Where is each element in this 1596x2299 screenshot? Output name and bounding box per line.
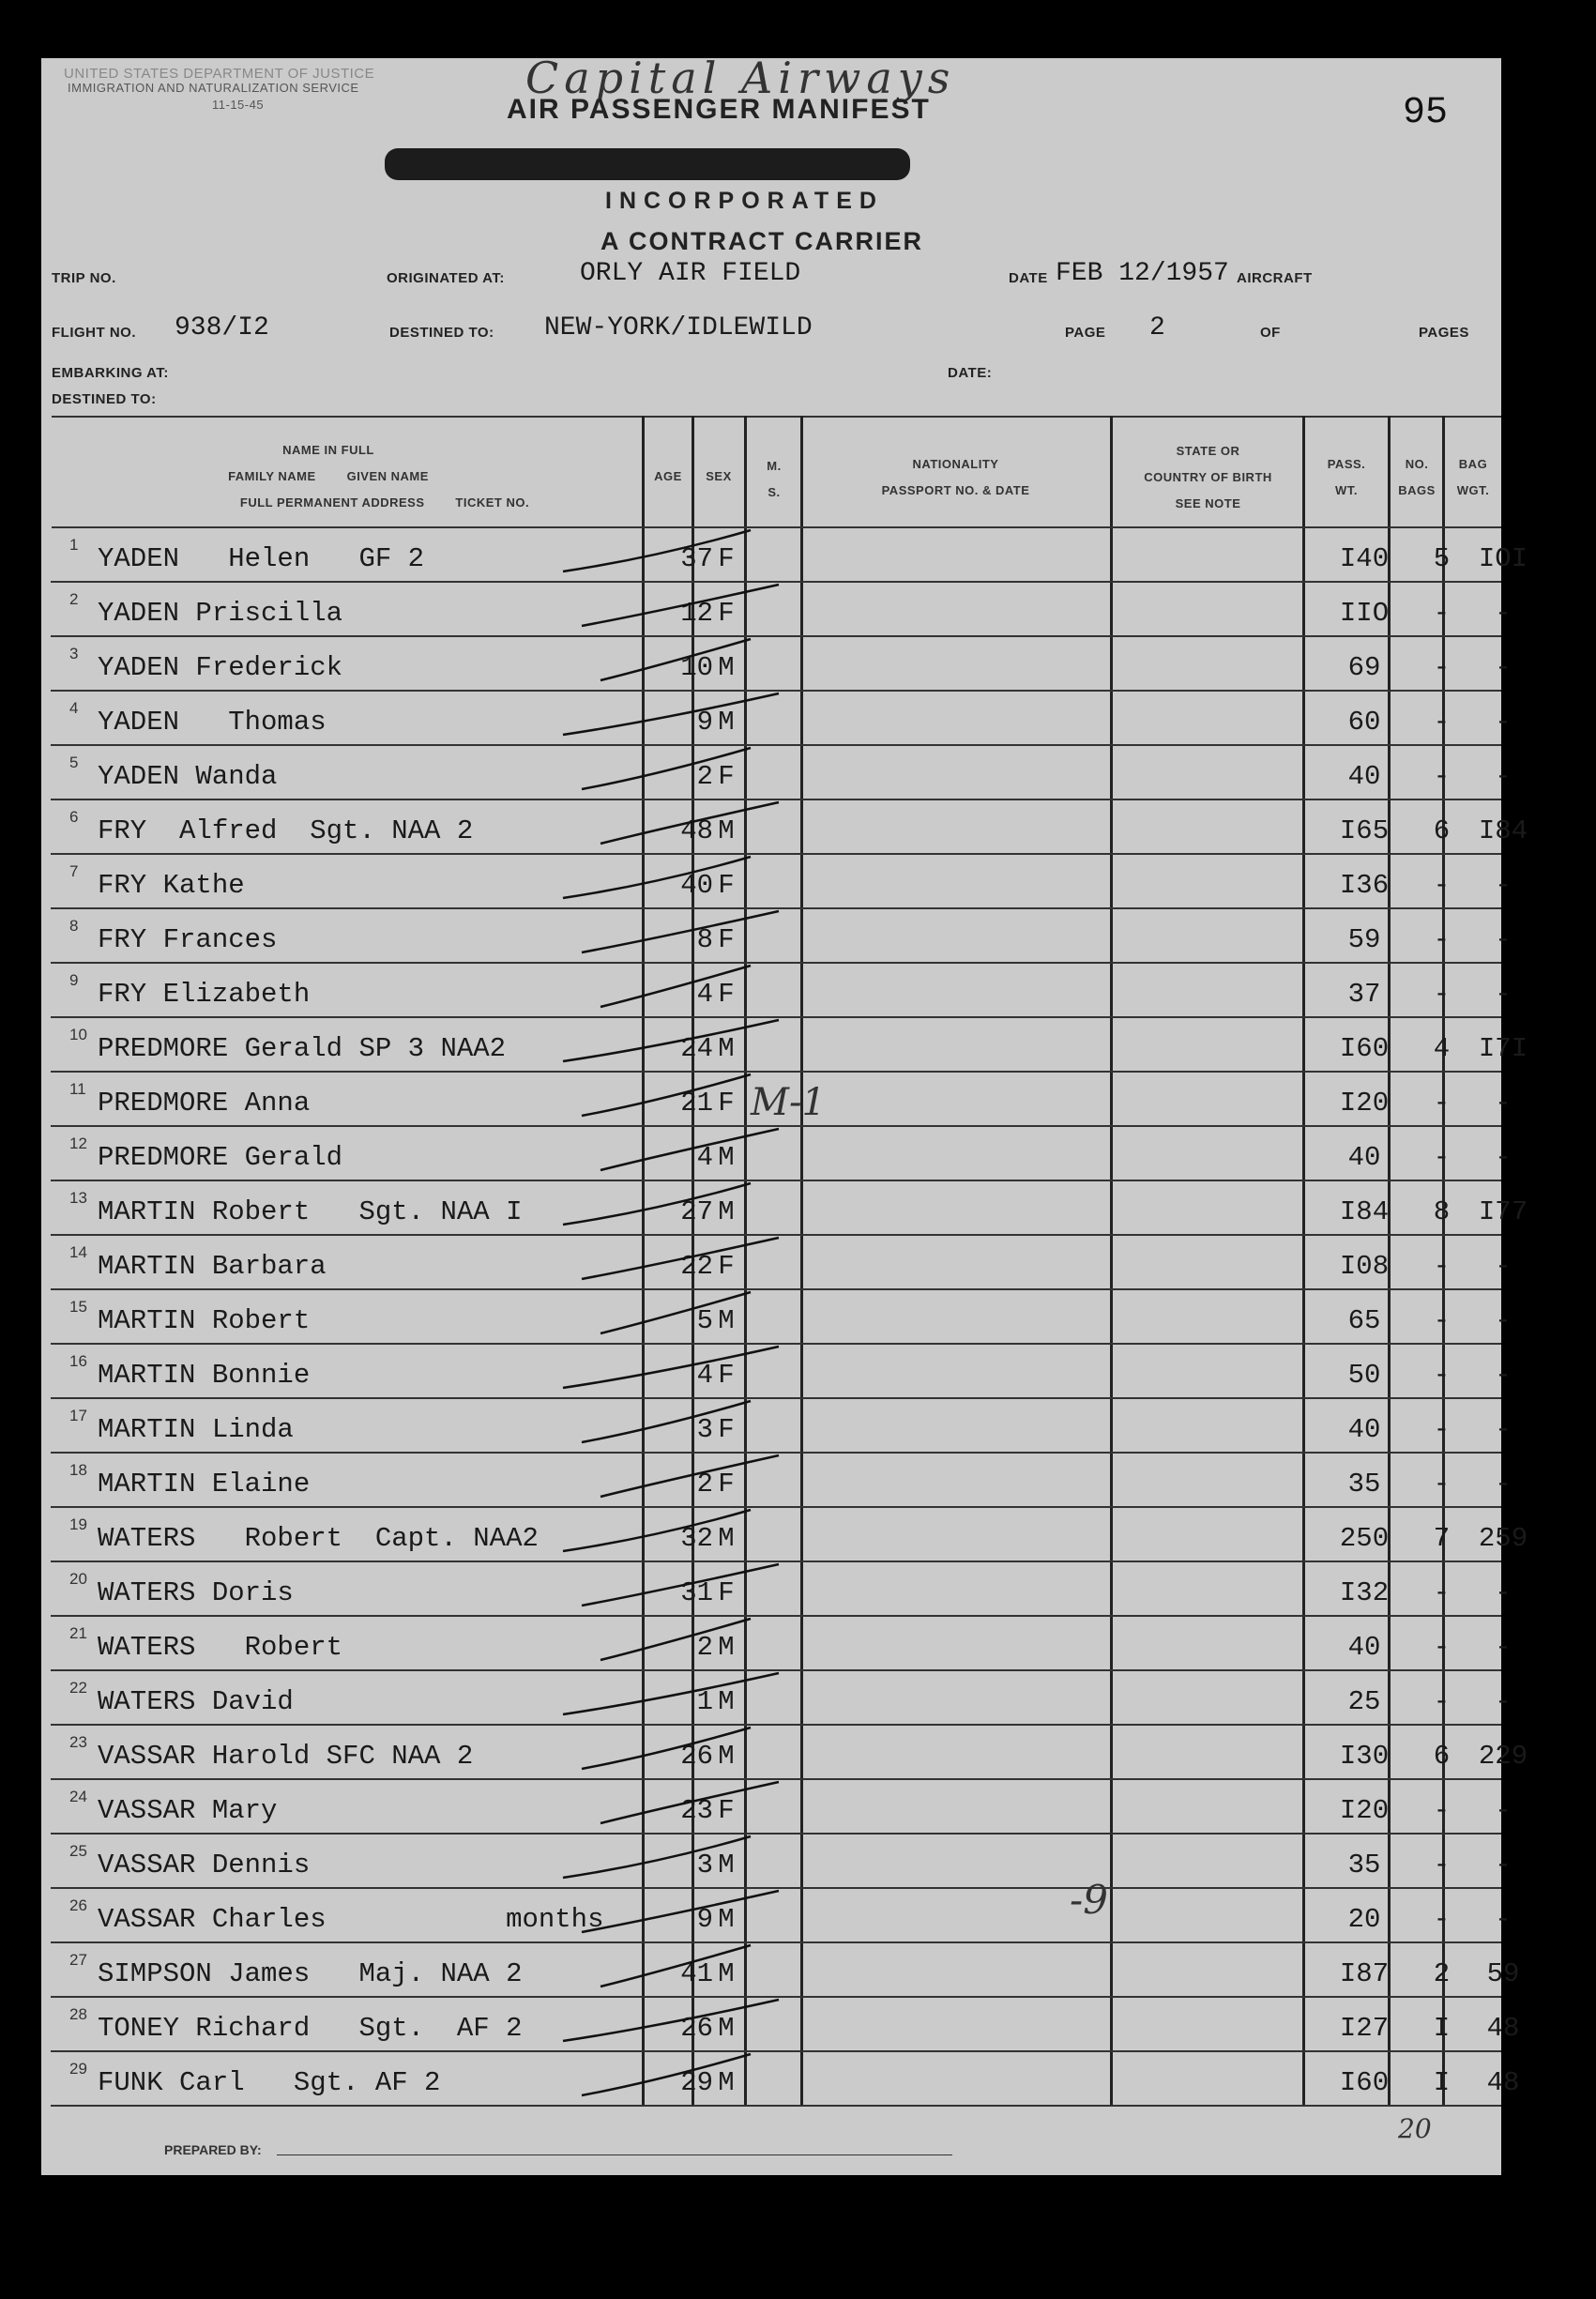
passenger-age: 4 xyxy=(696,1360,713,1391)
bag-weight: - xyxy=(1495,979,1512,1010)
passenger-weight: 59 xyxy=(1347,924,1381,955)
row-number: 16 xyxy=(69,1352,87,1370)
originated-value: ORLY AIR FIELD xyxy=(580,259,801,288)
passenger-sex: M xyxy=(718,1523,735,1554)
passenger-weight: 65 xyxy=(1347,1305,1381,1336)
passenger-weight: 35 xyxy=(1347,1850,1381,1880)
bag-count: 8 xyxy=(1433,1196,1451,1227)
passenger-sex: M xyxy=(718,1904,735,1935)
bag-weight: 48 xyxy=(1486,2067,1520,2098)
bag-count: - xyxy=(1433,1142,1451,1173)
passenger-age: 31 xyxy=(680,1577,713,1608)
col-name-line2: FAMILY NAME GIVEN NAME xyxy=(228,469,429,483)
bag-weight: 229 xyxy=(1478,1741,1528,1772)
passenger-age: 26 xyxy=(680,1741,713,1772)
bag-weight: - xyxy=(1495,598,1512,629)
passenger-name: PREDMORE Anna xyxy=(98,1088,311,1119)
bag-count: - xyxy=(1433,1850,1451,1880)
passenger-name: YADEN Wanda xyxy=(98,761,278,792)
col-name-line1: NAME IN FULL xyxy=(282,443,374,457)
check-mark xyxy=(563,1183,751,1225)
col-bags-1: NO. xyxy=(1405,457,1429,471)
passenger-name: VASSAR Harold SFC NAA 2 xyxy=(98,1741,474,1772)
col-bagwt-1: BAG xyxy=(1458,457,1488,471)
trip-no-label: TRIP NO. xyxy=(52,270,116,286)
col-sex: SEX xyxy=(706,469,732,483)
col-birth-1: STATE OR xyxy=(1176,444,1240,458)
bag-count: 6 xyxy=(1433,815,1451,846)
agency-line-1: UNITED STATES DEPARTMENT OF JUSTICE xyxy=(64,66,375,82)
bag-count: - xyxy=(1433,979,1451,1010)
passenger-weight: 25 xyxy=(1347,1686,1381,1717)
pages-label: PAGES xyxy=(1419,325,1469,341)
col-age: AGE xyxy=(654,469,682,483)
passenger-weight: I65 xyxy=(1339,815,1390,846)
aircraft-label: AIRCRAFT xyxy=(1237,270,1313,286)
handwritten-carrier: Capital Airways xyxy=(525,53,956,103)
contract-carrier-label: A CONTRACT CARRIER xyxy=(600,227,923,255)
check-mark xyxy=(563,1673,779,1714)
bag-weight: I77 xyxy=(1478,1196,1528,1227)
passenger-sex: M xyxy=(718,815,735,846)
row-number: 15 xyxy=(69,1298,87,1316)
row-number: 26 xyxy=(69,1896,87,1914)
passenger-age: 3 xyxy=(696,1850,713,1880)
passenger-name: MARTIN Robert xyxy=(98,1305,311,1336)
col-birth-2: COUNTRY OF BIRTH xyxy=(1144,470,1272,484)
passenger-name: MARTIN Robert Sgt. NAA I xyxy=(98,1196,523,1227)
bag-weight: 59 xyxy=(1486,1958,1520,1989)
passenger-weight: 40 xyxy=(1347,1142,1381,1173)
check-mark xyxy=(563,857,751,898)
passenger-weight: 250 xyxy=(1339,1523,1390,1554)
bag-count: - xyxy=(1433,652,1451,683)
row-number: 23 xyxy=(69,1733,87,1751)
col-wt-2: WT. xyxy=(1335,483,1358,497)
passenger-age: 23 xyxy=(680,1795,713,1826)
check-mark xyxy=(600,1782,779,1823)
passenger-age: 32 xyxy=(680,1523,713,1554)
of-label: OF xyxy=(1260,325,1281,341)
row-number: 12 xyxy=(69,1134,87,1152)
bag-weight: - xyxy=(1495,1251,1512,1282)
bag-weight: - xyxy=(1495,1686,1512,1717)
bag-weight: - xyxy=(1495,707,1512,738)
bag-count: - xyxy=(1433,761,1451,792)
passenger-sex: M xyxy=(718,2013,735,2044)
bag-weight: - xyxy=(1495,1305,1512,1336)
manifest-title: AIR PASSENGER MANIFEST xyxy=(507,94,931,125)
check-mark xyxy=(600,1129,779,1170)
row-number: 10 xyxy=(69,1026,87,1043)
passenger-name: MARTIN Linda xyxy=(98,1414,294,1445)
passenger-weight: I27 xyxy=(1339,2013,1390,2044)
passenger-sex: M xyxy=(718,1142,735,1173)
passenger-age: 8 xyxy=(696,924,713,955)
row-number: 22 xyxy=(69,1679,87,1697)
passenger-sex: M xyxy=(718,1850,735,1880)
passenger-name: MARTIN Elaine xyxy=(98,1469,311,1500)
row-number: 9 xyxy=(69,971,79,989)
passenger-name: YADEN Priscilla xyxy=(98,598,343,629)
agency-line-2: IMMIGRATION AND NATURALIZATION SERVICE xyxy=(68,81,359,95)
passenger-age: 29 xyxy=(680,2067,713,2098)
bag-count: - xyxy=(1433,1904,1451,1935)
row-number: 3 xyxy=(69,645,79,662)
bag-count: - xyxy=(1433,1414,1451,1445)
col-birth-3: SEE NOTE xyxy=(1175,496,1241,510)
row-number: 14 xyxy=(69,1243,87,1261)
bag-weight: - xyxy=(1495,1904,1512,1935)
bag-weight: 48 xyxy=(1486,2013,1520,2044)
passenger-sex: F xyxy=(718,924,735,955)
passenger-weight: I40 xyxy=(1339,543,1390,574)
check-mark xyxy=(582,1238,779,1279)
row-number: 18 xyxy=(69,1461,87,1479)
passenger-weight: I20 xyxy=(1339,1088,1390,1119)
date2-label: DATE: xyxy=(948,365,993,381)
passenger-age: 2 xyxy=(696,761,713,792)
col-wt-1: PASS. xyxy=(1327,457,1366,471)
check-mark xyxy=(600,1455,779,1497)
flight-value: 938/I2 xyxy=(175,313,269,343)
passenger-age: 4 xyxy=(696,1142,713,1173)
bag-count: - xyxy=(1433,598,1451,629)
passenger-weight: I36 xyxy=(1339,870,1390,901)
row-number: 13 xyxy=(69,1189,87,1207)
passenger-weight: 40 xyxy=(1347,1414,1381,1445)
row-number: 24 xyxy=(69,1788,87,1805)
bag-count: - xyxy=(1433,1795,1451,1826)
bag-count: 2 xyxy=(1433,1958,1451,1989)
check-mark xyxy=(582,1564,779,1606)
check-mark xyxy=(600,1619,751,1660)
passenger-sex: M xyxy=(718,1741,735,1772)
passenger-weight: I60 xyxy=(1339,2067,1390,2098)
passenger-name: WATERS Robert Capt. NAA2 xyxy=(98,1523,539,1554)
passenger-age: 9 xyxy=(696,707,713,738)
passenger-age: 26 xyxy=(680,2013,713,2044)
ms-annotation: M-1 xyxy=(751,1081,826,1124)
passenger-name: WATERS Doris xyxy=(98,1577,294,1608)
passenger-age: 3 xyxy=(696,1414,713,1445)
check-mark xyxy=(600,1945,751,1987)
bag-weight: - xyxy=(1495,1795,1512,1826)
passenger-age: 48 xyxy=(680,815,713,846)
check-mark xyxy=(563,693,779,735)
passenger-name: PREDMORE Gerald xyxy=(98,1142,343,1173)
passenger-sex: F xyxy=(718,1469,735,1500)
page-stamp: 95 xyxy=(1403,92,1449,134)
col-name-line3: FULL PERMANENT ADDRESS TICKET NO. xyxy=(239,495,530,510)
passenger-weight: I87 xyxy=(1339,1958,1390,1989)
passenger-name: MARTIN Bonnie xyxy=(98,1360,311,1391)
passenger-name: SIMPSON James Maj. NAA 2 xyxy=(98,1958,523,1989)
passenger-name: VASSAR Charles months xyxy=(98,1904,604,1935)
passenger-age: 27 xyxy=(680,1196,713,1227)
row-number: 27 xyxy=(69,1951,87,1969)
bag-count: 7 xyxy=(1433,1523,1451,1554)
row-number: 29 xyxy=(69,2060,87,2078)
passenger-name: FRY Elizabeth xyxy=(98,979,311,1010)
bag-weight: I7I xyxy=(1478,1033,1528,1064)
passenger-name: FRY Frances xyxy=(98,924,278,955)
check-mark xyxy=(582,1728,751,1769)
bag-count: - xyxy=(1433,1632,1451,1663)
passenger-age: 10 xyxy=(680,652,713,683)
check-mark xyxy=(582,1074,751,1116)
passenger-weight: 69 xyxy=(1347,652,1381,683)
passenger-weight: I08 xyxy=(1339,1251,1390,1282)
passenger-name: WATERS David xyxy=(98,1686,294,1717)
date-label: DATE xyxy=(1009,270,1048,286)
passenger-age: 2 xyxy=(696,1469,713,1500)
passenger-name: MARTIN Barbara xyxy=(98,1251,327,1282)
passenger-sex: M xyxy=(718,1196,735,1227)
passenger-weight: 50 xyxy=(1347,1360,1381,1391)
row-number: 20 xyxy=(69,1570,87,1588)
passenger-age: 12 xyxy=(680,598,713,629)
bag-count: - xyxy=(1433,1360,1451,1391)
bag-count: 6 xyxy=(1433,1741,1451,1772)
passenger-weight: 40 xyxy=(1347,761,1381,792)
bag-count: - xyxy=(1433,1686,1451,1717)
passenger-name: WATERS Robert xyxy=(98,1632,343,1663)
page-label: PAGE xyxy=(1065,325,1106,341)
check-mark xyxy=(582,1891,779,1932)
row-number: 4 xyxy=(69,699,79,717)
passenger-weight: I30 xyxy=(1339,1741,1390,1772)
check-mark xyxy=(582,748,751,789)
bag-count: - xyxy=(1433,1577,1451,1608)
embarking-label: EMBARKING AT: xyxy=(52,365,169,381)
bag-weight: - xyxy=(1495,1142,1512,1173)
bag-weight: - xyxy=(1495,870,1512,901)
passenger-sex: M xyxy=(718,1033,735,1064)
col-bagwt-2: WGT. xyxy=(1456,483,1490,497)
passenger-name: YADEN Thomas xyxy=(98,707,327,738)
header-bottom-border xyxy=(52,526,1501,528)
originated-label: ORIGINATED AT: xyxy=(387,270,505,286)
passenger-sex: F xyxy=(718,979,735,1010)
bag-weight: - xyxy=(1495,1632,1512,1663)
passenger-age: 40 xyxy=(680,870,713,901)
passenger-sex: F xyxy=(718,761,735,792)
bag-count: - xyxy=(1433,1251,1451,1282)
passenger-weight: 35 xyxy=(1347,1469,1381,1500)
passenger-sex: F xyxy=(718,1795,735,1826)
passenger-age: 5 xyxy=(696,1305,713,1336)
passenger-sex: F xyxy=(718,1360,735,1391)
passenger-sex: M xyxy=(718,2067,735,2098)
bag-weight: - xyxy=(1495,1469,1512,1500)
row-number: 8 xyxy=(69,917,79,935)
passenger-name: PREDMORE Gerald SP 3 NAA2 xyxy=(98,1033,507,1064)
bag-count: - xyxy=(1433,1469,1451,1500)
row-number: 7 xyxy=(69,862,79,880)
row-number: 1 xyxy=(69,536,79,554)
nationality-annotation: -9 xyxy=(1070,1877,1108,1923)
passenger-age: 9 xyxy=(696,1904,713,1935)
row-number: 25 xyxy=(69,1842,87,1860)
passenger-age: 21 xyxy=(680,1088,713,1119)
passenger-age: 1 xyxy=(696,1686,713,1717)
passenger-weight: I20 xyxy=(1339,1795,1390,1826)
passenger-name: VASSAR Dennis xyxy=(98,1850,311,1880)
bag-count: 4 xyxy=(1433,1033,1451,1064)
check-mark xyxy=(582,2054,751,2095)
check-mark xyxy=(563,1510,751,1551)
row-number: 5 xyxy=(69,754,79,771)
bag-count: - xyxy=(1433,924,1451,955)
passenger-name: YADEN Frederick xyxy=(98,652,343,683)
check-mark xyxy=(582,585,779,626)
bag-weight: - xyxy=(1495,1850,1512,1880)
passenger-sex: M xyxy=(718,652,735,683)
bag-count: 5 xyxy=(1433,543,1451,574)
row-number: 6 xyxy=(69,808,79,826)
bag-weight: - xyxy=(1495,1088,1512,1119)
col-ms-2: S. xyxy=(768,485,781,499)
passenger-weight: 20 xyxy=(1347,1904,1381,1935)
passenger-sex: F xyxy=(718,543,735,574)
destined-label: DESTINED TO: xyxy=(389,325,494,341)
bag-weight: 259 xyxy=(1478,1523,1528,1554)
bag-count: - xyxy=(1433,1088,1451,1119)
check-mark xyxy=(563,2000,779,2041)
passenger-weight: IIO xyxy=(1339,598,1390,629)
bag-count: - xyxy=(1433,870,1451,901)
passenger-weight: I84 xyxy=(1339,1196,1390,1227)
destined-value: NEW-YORK/IDLEWILD xyxy=(544,313,813,343)
check-mark xyxy=(563,530,751,571)
flight-label: FLIGHT NO. xyxy=(52,325,136,341)
bag-weight: I84 xyxy=(1478,815,1528,846)
bag-weight: - xyxy=(1495,924,1512,955)
passenger-sex: F xyxy=(718,870,735,901)
col-bags-2: BAGS xyxy=(1398,483,1436,497)
check-mark xyxy=(600,802,779,844)
check-mark xyxy=(563,1020,779,1061)
bag-weight: - xyxy=(1495,1414,1512,1445)
passenger-age: 24 xyxy=(680,1033,713,1064)
passenger-name: VASSAR Mary xyxy=(98,1795,278,1826)
passenger-age: 41 xyxy=(680,1958,713,1989)
row-number: 2 xyxy=(69,590,79,608)
passenger-name: FUNK Carl Sgt. AF 2 xyxy=(98,2067,441,2098)
bag-weight: IOI xyxy=(1478,543,1528,574)
row-number: 11 xyxy=(69,1080,86,1098)
row-number: 19 xyxy=(69,1515,87,1533)
bag-count: - xyxy=(1433,707,1451,738)
passenger-sex: F xyxy=(718,1414,735,1445)
passenger-sex: M xyxy=(718,1686,735,1717)
passenger-weight: I32 xyxy=(1339,1577,1390,1608)
passenger-sex: M xyxy=(718,1632,735,1663)
passenger-sex: M xyxy=(718,1958,735,1989)
row-number: 28 xyxy=(69,2005,87,2023)
col-nationality-1: NATIONALITY xyxy=(912,457,999,471)
passenger-name: YADEN Helen GF 2 xyxy=(98,543,425,574)
passenger-sex: F xyxy=(718,1251,735,1282)
bag-weight: - xyxy=(1495,761,1512,792)
passenger-name: FRY Alfred Sgt. NAA 2 xyxy=(98,815,474,846)
bag-count: - xyxy=(1433,1305,1451,1336)
check-mark xyxy=(563,1347,779,1388)
prepared-by-label: PREPARED BY: xyxy=(164,2142,262,2157)
passenger-age: 4 xyxy=(696,979,713,1010)
footer-annotation: 20 xyxy=(1398,2113,1432,2144)
passenger-age: 2 xyxy=(696,1632,713,1663)
passenger-name: FRY Kathe xyxy=(98,870,245,901)
check-mark xyxy=(600,966,751,1007)
passenger-sex: F xyxy=(718,1577,735,1608)
passenger-weight: 40 xyxy=(1347,1632,1381,1663)
passenger-weight: 60 xyxy=(1347,707,1381,738)
bag-weight: - xyxy=(1495,652,1512,683)
passenger-sex: F xyxy=(718,598,735,629)
passenger-name: TONEY Richard Sgt. AF 2 xyxy=(98,2013,523,2044)
row-number: 17 xyxy=(69,1407,87,1424)
passenger-weight: 37 xyxy=(1347,979,1381,1010)
check-mark xyxy=(582,911,779,952)
bag-weight: - xyxy=(1495,1360,1512,1391)
check-mark xyxy=(563,1836,751,1878)
passenger-sex: F xyxy=(718,1088,735,1119)
passenger-age: 37 xyxy=(680,543,713,574)
check-mark xyxy=(600,1292,751,1333)
passenger-weight: I60 xyxy=(1339,1033,1390,1064)
date-value: FEB 12/1957 xyxy=(1056,259,1229,288)
passenger-sex: M xyxy=(718,1305,735,1336)
passenger-sex: M xyxy=(718,707,735,738)
bag-weight: - xyxy=(1495,1577,1512,1608)
check-mark xyxy=(582,1401,751,1442)
passenger-age: 22 xyxy=(680,1251,713,1282)
col-ms-1: M. xyxy=(767,459,782,473)
bag-count: I xyxy=(1433,2067,1451,2098)
bag-count: I xyxy=(1433,2013,1451,2044)
form-date: 11-15-45 xyxy=(212,98,265,112)
col-nationality-2: PASSPORT NO. & DATE xyxy=(881,483,1030,497)
page-value: 2 xyxy=(1149,313,1165,343)
incorporated-label: INCORPORATED xyxy=(605,188,884,214)
destined2-label: DESTINED TO: xyxy=(52,391,157,407)
row-number: 21 xyxy=(69,1624,87,1642)
check-mark xyxy=(600,639,751,680)
